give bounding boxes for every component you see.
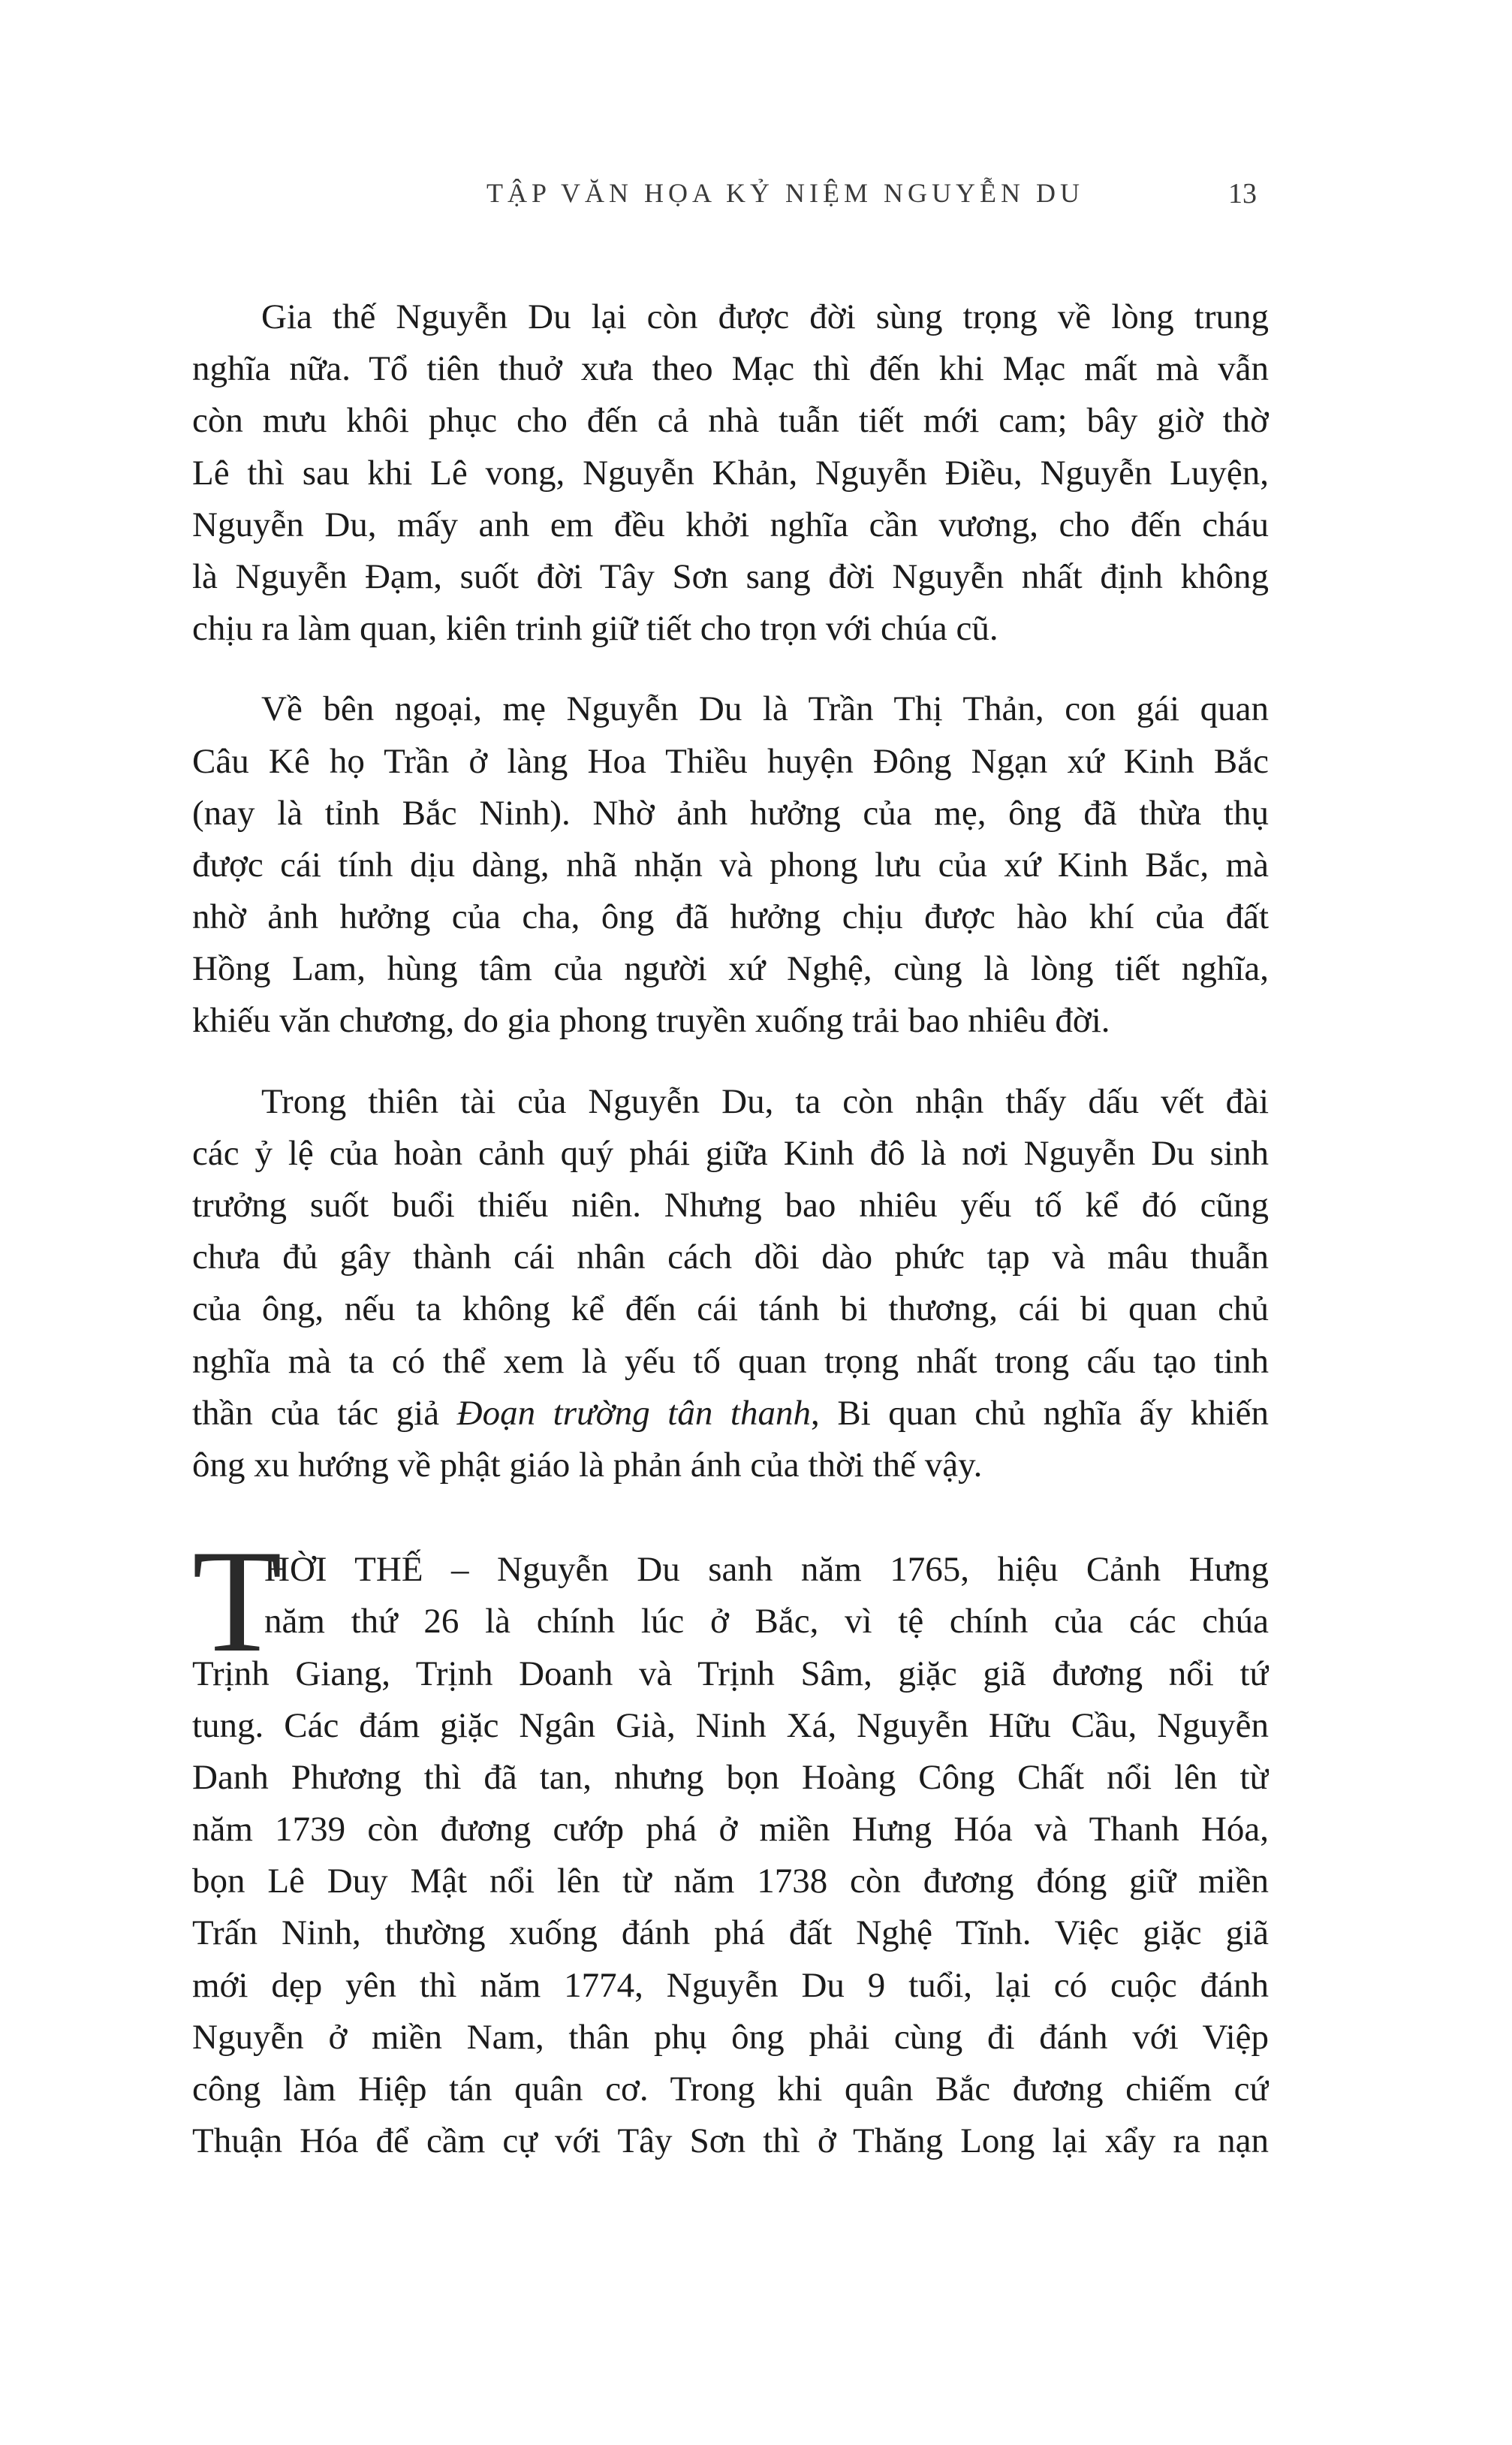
text-line: Gia thế Nguyễn Du lại còn được đời sùng trọng về lòng trung <box>261 297 1269 336</box>
italic-book-title: Đoạn trường tân thanh <box>456 1393 811 1433</box>
text-line: công làm Hiệp tán quân cơ. Trong khi quân Bắc đương chiếm cứ <box>192 2070 1269 2109</box>
text-line: là Nguyễn Đạm, suốt đời Tây Sơn sang đời Nguyễn nhất định không <box>192 556 1269 596</box>
text-line: mới dẹp yên thì năm 1774, Nguyễn Du 9 tuổi, lại có cuộc đánh <box>192 1965 1269 2005</box>
text-span: , Bi quan chủ nghĩa ấy khiến <box>811 1393 1269 1433</box>
text-line: Nguyễn ở miền Nam, thân phụ ông phải cùng đi đánh với Việp <box>192 2017 1269 2057</box>
text-line: Thuận Hóa để cầm cự với Tây Sơn thì ở Thăng Long lại xẩy ra nạn <box>192 2121 1269 2161</box>
drop-cap: T <box>192 1520 282 1684</box>
running-header <box>0 177 1512 222</box>
text-line: chưa đủ gây thành cái nhân cách dồi dào phức tạp và mâu thuẫn <box>192 1238 1269 1277</box>
text-line-with-italic-title <box>192 1388 1269 1440</box>
text-line: ông xu hướng về phật giáo là phản ánh của thời thế vậy. <box>192 1445 983 1485</box>
text-line: nghĩa mà ta có thể xem là yếu tố quan trọng nhất trong cấu tạo tinh <box>192 1341 1269 1381</box>
text-line: (nay là tỉnh Bắc Ninh). Nhờ ảnh hưởng của mẹ, ông đã thừa thụ <box>192 793 1269 833</box>
text-line: tung. Các đám giặc Ngân Già, Ninh Xá, Nguyễn Hữu Cầu, Nguyễn <box>192 1705 1269 1745</box>
text-line: Nguyễn Du, mấy anh em đều khởi nghĩa cần vương, cho đến cháu <box>192 505 1269 544</box>
text-span: thần của tác giả <box>192 1393 457 1433</box>
text-line: Trong thiên tài của Nguyễn Du, ta còn nhận thấy dấu vết đài <box>261 1081 1269 1121</box>
text-line: khiếu văn chương, do gia phong truyền xuống trải bao nhiêu đời. <box>192 1001 1110 1041</box>
text-line: Trấn Ninh, thường xuống đánh phá đất Nghệ Tĩnh. Việc giặc giã <box>192 1913 1269 1953</box>
paragraph-2 <box>192 683 1269 1047</box>
text-line: được cái tính dịu dàng, nhã nhặn và phong lưu của xứ Kinh Bắc, mà <box>192 845 1269 885</box>
text-line: Về bên ngoại, mẹ Nguyễn Du là Trần Thị Thản, con gái quan <box>261 689 1269 729</box>
text-line: nhờ ảnh hưởng của cha, ông đã hưởng chịu được hào khí của đất <box>192 897 1269 937</box>
text-line: các ỷ lệ của hoàn cảnh quý phái giữa Kinh đô là nơi Nguyễn Du sinh <box>192 1133 1269 1173</box>
text-line: năm 1739 còn đương cướp phá ở miền Hưng Hóa và Thanh Hóa, <box>192 1810 1269 1850</box>
paragraph-1 <box>192 291 1269 655</box>
running-title: TẬP VĂN HỌA KỶ NIỆM NGUYỄN DU <box>486 178 1084 208</box>
section-thoi-the <box>192 1520 1269 2167</box>
text-line: của ông, nếu ta không kể đến cái tánh bi thương, cái bi quan chủ <box>192 1289 1269 1329</box>
text-line: HỜI THẾ – Nguyễn Du sanh năm 1765, hiệu Cảnh Hưng <box>264 1550 1269 1590</box>
text-line: chịu ra làm quan, kiên trinh giữ tiết cho trọn với chúa cũ. <box>192 609 998 649</box>
text-line: còn mưu khôi phục cho đến cả nhà tuẫn tiết mới cam; bây giờ thờ <box>192 401 1269 441</box>
page-number: 13 <box>1228 178 1257 210</box>
text-line: Danh Phương thì đã tan, nhưng bọn Hoàng Công Chất nổi lên từ <box>192 1757 1269 1797</box>
text-line: Câu Kê họ Trần ở làng Hoa Thiều huyện Đông Ngạn xứ Kinh Bắc <box>192 741 1269 781</box>
text-line: Lê thì sau khi Lê vong, Nguyễn Khản, Nguyễn Điều, Nguyễn Luyện, <box>192 453 1269 493</box>
text-line: Hồng Lam, hùng tâm của người xứ Nghệ, cùng là lòng tiết nghĩa, <box>192 949 1269 989</box>
text-line: năm thứ 26 là chính lúc ở Bắc, vì tệ chính của các chúa <box>264 1602 1269 1642</box>
text-line: bọn Lê Duy Mật nổi lên từ năm 1738 còn đương đóng giữ miền <box>192 1862 1269 1901</box>
text-line: trưởng suốt buổi thiếu niên. Nhưng bao nhiêu yếu tố kể đó cũng <box>192 1186 1269 1225</box>
paragraph-3 <box>192 1076 1269 1492</box>
body-text <box>192 291 1269 2167</box>
text-line: Trịnh Giang, Trịnh Doanh và Trịnh Sâm, giặc giã đương nổi tứ <box>192 1654 1269 1693</box>
text-line: nghĩa nữa. Tổ tiên thuở xưa theo Mạc thì đến khi Mạc mất mà vẫn <box>192 349 1269 389</box>
